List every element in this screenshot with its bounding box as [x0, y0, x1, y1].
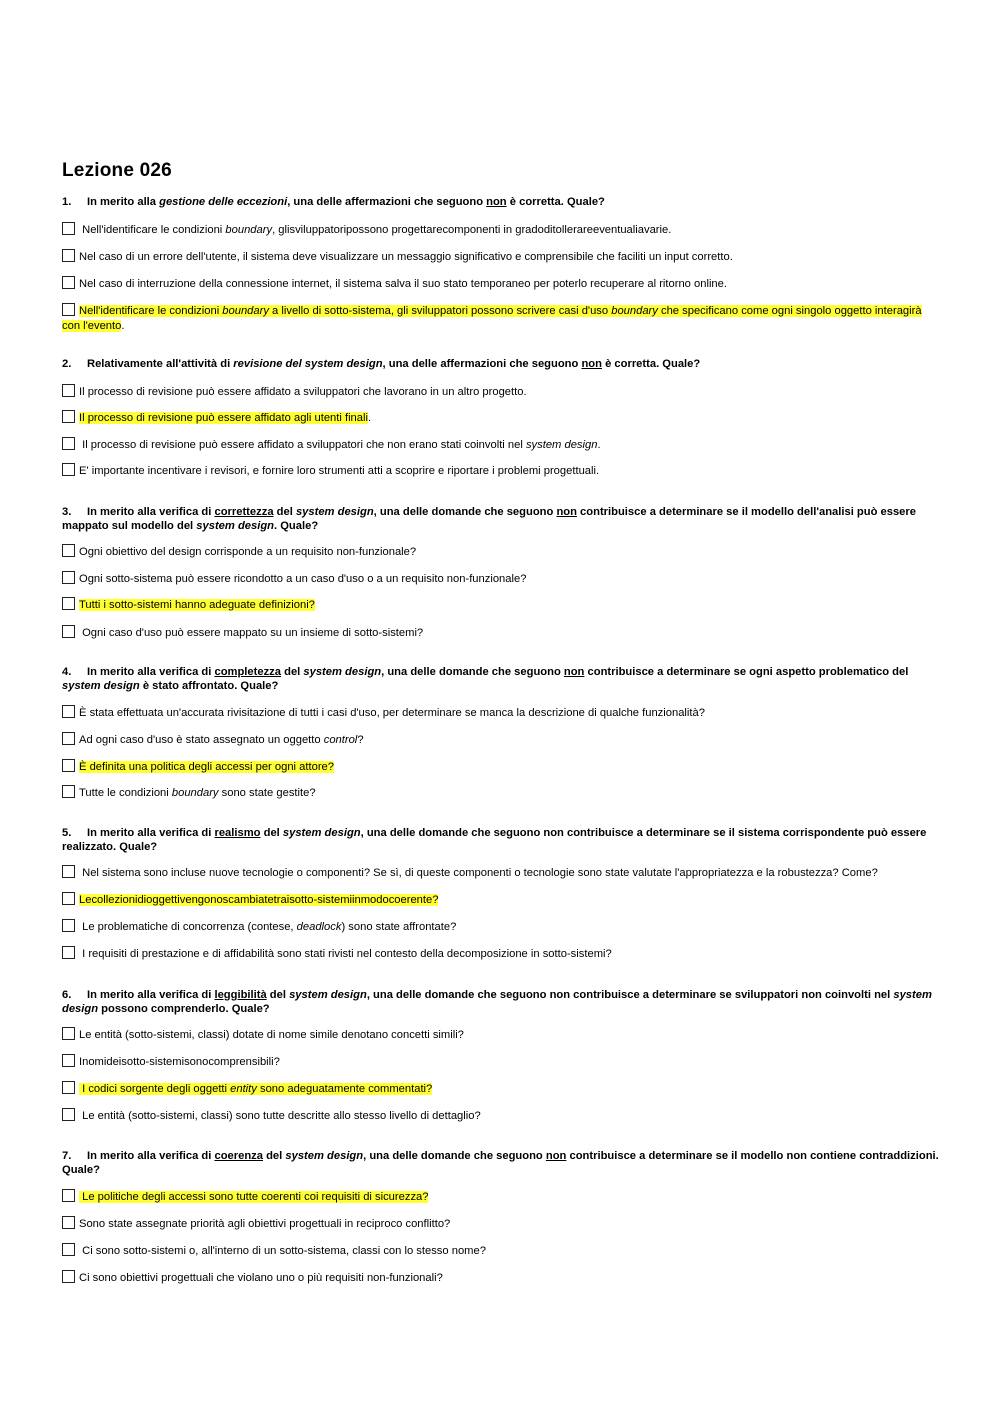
question-number: 5.	[62, 827, 72, 839]
answer-checkbox[interactable]	[62, 276, 75, 289]
answer-option	[62, 544, 942, 560]
highlighted-answer-text	[79, 412, 368, 424]
text-segment: Sono state assegnate priorità agli obiettivi progettuali in reciproco conflitto?	[79, 1218, 451, 1230]
text-segment: del	[266, 989, 290, 1001]
answer-option	[62, 946, 942, 962]
answer-option	[62, 785, 942, 801]
underlined-term: correttezza	[214, 506, 274, 518]
italic-term: entity	[230, 1083, 257, 1095]
answer-tail: .	[367, 412, 372, 424]
underlined-term: completezza	[214, 666, 281, 678]
text-segment: , una delle domande che seguono	[381, 666, 564, 678]
underlined-term: coerenza	[214, 1150, 263, 1162]
answer-text	[79, 386, 527, 398]
answer-checkbox[interactable]	[62, 785, 75, 798]
answer-text	[79, 787, 316, 799]
answer-checkbox[interactable]	[62, 865, 75, 878]
question-text	[87, 196, 605, 208]
answer-text	[79, 573, 526, 585]
answer-option	[62, 1054, 942, 1070]
answer-text	[79, 439, 601, 451]
italic-term: deadlock	[296, 921, 342, 933]
text-segment: Inomideisotto-sistemisonocomprensibili?	[79, 1056, 280, 1068]
question-text	[62, 506, 916, 532]
text-segment: Nel caso di un errore dell'utente, il sistema deve visualizzare un messaggio significativo e comprensibile che faciliti un input corretto.	[79, 251, 733, 263]
answer-option	[62, 222, 942, 238]
answer-option	[62, 597, 942, 613]
answer-option	[62, 919, 942, 935]
text-segment: In merito alla verifica di	[87, 666, 215, 678]
italic-term: gestione delle eccezioni	[159, 196, 288, 208]
text-segment: Ogni caso d'uso può essere mappato su un insieme di sotto-sistemi?	[79, 627, 424, 639]
text-segment: Ogni obiettivo del design corrisponde a un requisito non-funzionale?	[79, 546, 417, 558]
answer-checkbox[interactable]	[62, 571, 75, 584]
answer-checkbox[interactable]	[62, 597, 75, 610]
answer-option	[62, 249, 942, 265]
answer-text	[79, 465, 599, 477]
answer-checkbox[interactable]	[62, 1216, 75, 1229]
answer-checkbox[interactable]	[62, 1189, 75, 1202]
answer-text	[79, 921, 456, 933]
answer-option	[62, 384, 942, 400]
highlighted-answer-text	[79, 1191, 428, 1203]
underlined-term: non	[581, 358, 602, 370]
text-segment: In merito alla verifica di	[87, 989, 215, 1001]
question-text	[62, 1150, 939, 1176]
answer-checkbox[interactable]	[62, 437, 75, 450]
answer-option	[62, 625, 942, 641]
answer-text	[79, 1272, 443, 1284]
answer-option	[62, 1216, 942, 1232]
text-segment: E' importante incentivare i revisori, e fornire loro strumenti atti a scoprire e riportare i problemi progettuali.	[79, 465, 600, 477]
underlined-term: leggibilità	[214, 989, 267, 1001]
question-text	[62, 666, 908, 692]
text-segment: Il processo di revisione può essere affidato a sviluppatori che lavorano in un altro progetto.	[79, 386, 527, 398]
text-segment: I codici sorgente degli oggetti	[79, 1083, 231, 1095]
text-segment: I requisiti di prestazione e di affidabilità sono stati rivisti nel contesto della decomposizione in sotto-sistemi?	[79, 948, 612, 960]
answer-text	[79, 867, 878, 879]
text-segment: , una delle affermazioni che seguono	[287, 196, 487, 208]
answer-option	[62, 1189, 942, 1205]
text-segment: , una delle affermazioni che seguono	[382, 358, 582, 370]
italic-term: system design	[303, 666, 382, 678]
text-segment: del	[262, 1150, 286, 1162]
answer-text	[79, 224, 671, 236]
question-text	[62, 989, 932, 1015]
answer-option	[62, 410, 942, 426]
answer-option	[62, 1108, 942, 1124]
underlined-term: non	[563, 666, 585, 678]
text-segment: è corretta. Quale?	[506, 196, 605, 208]
answer-option	[62, 463, 942, 479]
text-segment: In merito alla	[87, 196, 160, 208]
text-segment: Nel sistema sono incluse nuove tecnologie o componenti? Se sì, di queste componenti o tecnologie sono state valutate l'appropriatezza e la robustezza? Come?	[79, 867, 878, 879]
underlined-term: realismo	[214, 827, 261, 839]
text-segment: ) sono state affrontate?	[341, 921, 457, 933]
text-segment: Nell'identificare le condizioni	[79, 305, 223, 317]
answer-text	[79, 1110, 481, 1122]
text-segment: Ogni sotto-sistema può essere ricondotto a un caso d'uso o a un requisito non-funzionale?	[79, 573, 527, 585]
text-segment: è stato affrontato. Quale?	[139, 680, 279, 692]
question-2	[62, 357, 942, 371]
italic-term: boundary	[225, 224, 273, 236]
answer-option	[62, 571, 942, 587]
answer-text	[79, 948, 612, 960]
answer-text	[79, 1245, 486, 1257]
answer-text	[79, 1218, 450, 1230]
text-segment: del	[273, 506, 296, 518]
italic-term: system design	[196, 520, 275, 532]
text-segment: del	[260, 827, 283, 839]
answer-checkbox[interactable]	[62, 249, 75, 262]
question-6	[62, 988, 942, 1016]
highlighted-answer-text	[79, 1083, 432, 1095]
highlighted-answer-text	[79, 894, 438, 906]
answer-checkbox[interactable]	[62, 1054, 75, 1067]
text-segment: . Quale?	[274, 520, 319, 532]
text-segment: In merito alla verifica di	[87, 827, 215, 839]
italic-term: control	[323, 734, 358, 746]
text-segment: Le problematiche di concorrenza (contese,	[79, 921, 297, 933]
answer-text	[79, 734, 364, 746]
text-segment: contribuisce a determinare se il modello non contiene contraddizioni. Quale?	[62, 1150, 939, 1176]
answer-checkbox[interactable]	[62, 1081, 75, 1094]
text-segment: a livello di sotto-sistema, gli sviluppatori possono scrivere casi d'uso	[268, 305, 612, 317]
text-segment: Tutte le condizioni	[79, 787, 172, 799]
answer-option	[62, 892, 942, 908]
italic-term: boundary	[611, 305, 658, 317]
text-segment: Nell'identificare le condizioni	[79, 224, 226, 236]
text-segment: , una delle domande che seguono non contribuisce a determinare se sviluppatori non coinvolti nel	[366, 989, 894, 1001]
text-segment: Relativamente all'attività di	[87, 358, 234, 370]
answer-checkbox[interactable]	[62, 732, 75, 745]
question-text	[87, 358, 700, 370]
text-segment: contribuisce a determinare se il modello dell'analisi può essere mappato sul modello del	[62, 506, 916, 532]
answer-checkbox[interactable]	[62, 1270, 75, 1283]
answer-text	[79, 1056, 280, 1068]
answer-text	[79, 278, 727, 290]
text-segment: È stata effettuata un'accurata rivisitazione di tutti i casi d'uso, per determinare se manca la descrizione di qualche funzionalità?	[79, 707, 705, 719]
italic-term: system design	[289, 989, 367, 1001]
question-4	[62, 665, 942, 693]
question-number: 1.	[62, 196, 72, 208]
text-segment: Il processo di revisione può essere affidato a sviluppatori che non erano stati coinvolti nel	[79, 439, 526, 451]
text-segment: Lecollezionidioggettivengonoscambiatetraisotto-sistemiinmodocoerente?	[79, 894, 439, 906]
text-segment: è corretta. Quale?	[601, 358, 701, 370]
text-segment: che specificano come ogni singolo oggetto interagirà con l'evento	[62, 305, 922, 332]
question-3	[62, 505, 942, 533]
highlighted-answer-text	[79, 761, 334, 773]
text-segment: , una delle domande che seguono	[373, 506, 557, 518]
answer-option	[62, 437, 942, 453]
answer-checkbox[interactable]	[62, 1243, 75, 1256]
answer-checkbox[interactable]	[62, 1027, 75, 1040]
text-segment: Le politiche degli accessi sono tutte coerenti coi requisiti di sicurezza?	[79, 1191, 429, 1203]
answer-checkbox[interactable]	[62, 303, 75, 316]
answer-option	[62, 759, 942, 775]
text-segment: Tutti i sotto-sistemi hanno adeguate definizioni?	[79, 599, 315, 611]
italic-term: system design	[62, 680, 140, 692]
question-number: 3.	[62, 506, 72, 518]
answer-option	[62, 705, 942, 721]
italic-term: revisione del system design	[233, 358, 383, 370]
answer-checkbox[interactable]	[62, 544, 75, 557]
answer-option	[62, 1243, 942, 1259]
text-segment: Le entità (sotto-sistemi, classi) sono tutte descritte allo stesso livello di dettaglio?	[79, 1110, 481, 1122]
text-segment: sono state gestite?	[218, 787, 316, 799]
text-segment: È definita una politica degli accessi per ogni attore?	[79, 761, 334, 773]
answer-tail: .	[121, 320, 125, 332]
text-segment: In merito alla verifica di	[87, 1150, 215, 1162]
answer-text	[79, 707, 705, 719]
question-number: 6.	[62, 989, 72, 1001]
answer-option	[62, 865, 942, 881]
answer-checkbox[interactable]	[62, 463, 75, 476]
text-segment: sono adeguatamente commentati?	[256, 1083, 433, 1095]
answer-text	[79, 251, 733, 263]
answer-option	[62, 1081, 942, 1097]
text-segment: Ci sono sotto-sistemi o, all'interno di un sotto-sistema, classi con lo stesso nome?	[79, 1245, 486, 1257]
text-segment: possono comprenderlo. Quale?	[98, 1003, 270, 1015]
question-number: 2.	[62, 358, 72, 370]
answer-checkbox[interactable]	[62, 759, 75, 772]
underlined-term: non	[545, 1150, 567, 1162]
text-segment: , glisviluppatoripossono progettarecomponenti in gradoditollerareeventualiavarie.	[272, 224, 672, 236]
question-number: 4.	[62, 666, 72, 678]
underlined-term: non	[556, 506, 577, 518]
text-segment: Ci sono obiettivi progettuali che violano uno o più requisiti non-funzionali?	[79, 1272, 443, 1284]
italic-term: boundary	[222, 305, 269, 317]
text-segment: ?	[357, 734, 364, 746]
italic-term: system design	[285, 1150, 364, 1162]
answer-text	[79, 627, 423, 639]
answer-option	[62, 303, 942, 334]
answer-checkbox[interactable]	[62, 705, 75, 718]
question-5	[62, 826, 942, 854]
answer-checkbox[interactable]	[62, 892, 75, 905]
italic-term: system design	[62, 989, 932, 1015]
answer-checkbox[interactable]	[62, 625, 75, 638]
text-segment: del	[281, 666, 304, 678]
answer-checkbox[interactable]	[62, 919, 75, 932]
answer-option	[62, 1027, 942, 1043]
answer-text	[79, 546, 416, 558]
highlighted-answer-text	[62, 305, 922, 332]
answer-checkbox[interactable]	[62, 222, 75, 235]
text-segment: Ad ogni caso d'uso è stato assegnato un oggetto	[79, 734, 324, 746]
italic-term: system design	[525, 439, 598, 451]
text-segment: In merito alla verifica di	[87, 506, 215, 518]
answer-option	[62, 732, 942, 748]
highlighted-answer-text	[79, 599, 315, 611]
text-segment: Le entità (sotto-sistemi, classi) dotate di nome simile denotano concetti simili?	[79, 1029, 464, 1041]
question-text	[62, 827, 926, 853]
question-7	[62, 1149, 942, 1177]
text-segment: Nel caso di interruzione della connessione internet, il sistema salva il suo stato temporaneo per poterlo recuperare al ritorno online.	[79, 278, 727, 290]
answer-option	[62, 276, 942, 292]
answer-checkbox[interactable]	[62, 384, 75, 397]
italic-term: boundary	[171, 787, 219, 799]
question-1	[62, 195, 942, 209]
question-number: 7.	[62, 1150, 72, 1162]
text-segment: , una delle domande che seguono	[363, 1150, 546, 1162]
answer-option	[62, 1270, 942, 1286]
answer-text	[79, 1029, 464, 1041]
answer-checkbox[interactable]	[62, 946, 75, 959]
italic-term: system design	[282, 827, 361, 839]
italic-term: system design	[295, 506, 374, 518]
text-segment: Il processo di revisione può essere affidato agli utenti finali	[79, 412, 368, 424]
answer-checkbox[interactable]	[62, 410, 75, 423]
underlined-term: non	[486, 196, 507, 208]
lesson-title: Lezione 026	[62, 160, 172, 181]
text-segment: .	[597, 439, 601, 451]
answer-checkbox[interactable]	[62, 1108, 75, 1121]
text-segment: contribuisce a determinare se ogni aspetto problematico del	[584, 666, 909, 678]
text-segment: , una delle domande che seguono non contribuisce a determinare se il sistema corrispondente può essere realizzato. Quale?	[62, 827, 927, 853]
